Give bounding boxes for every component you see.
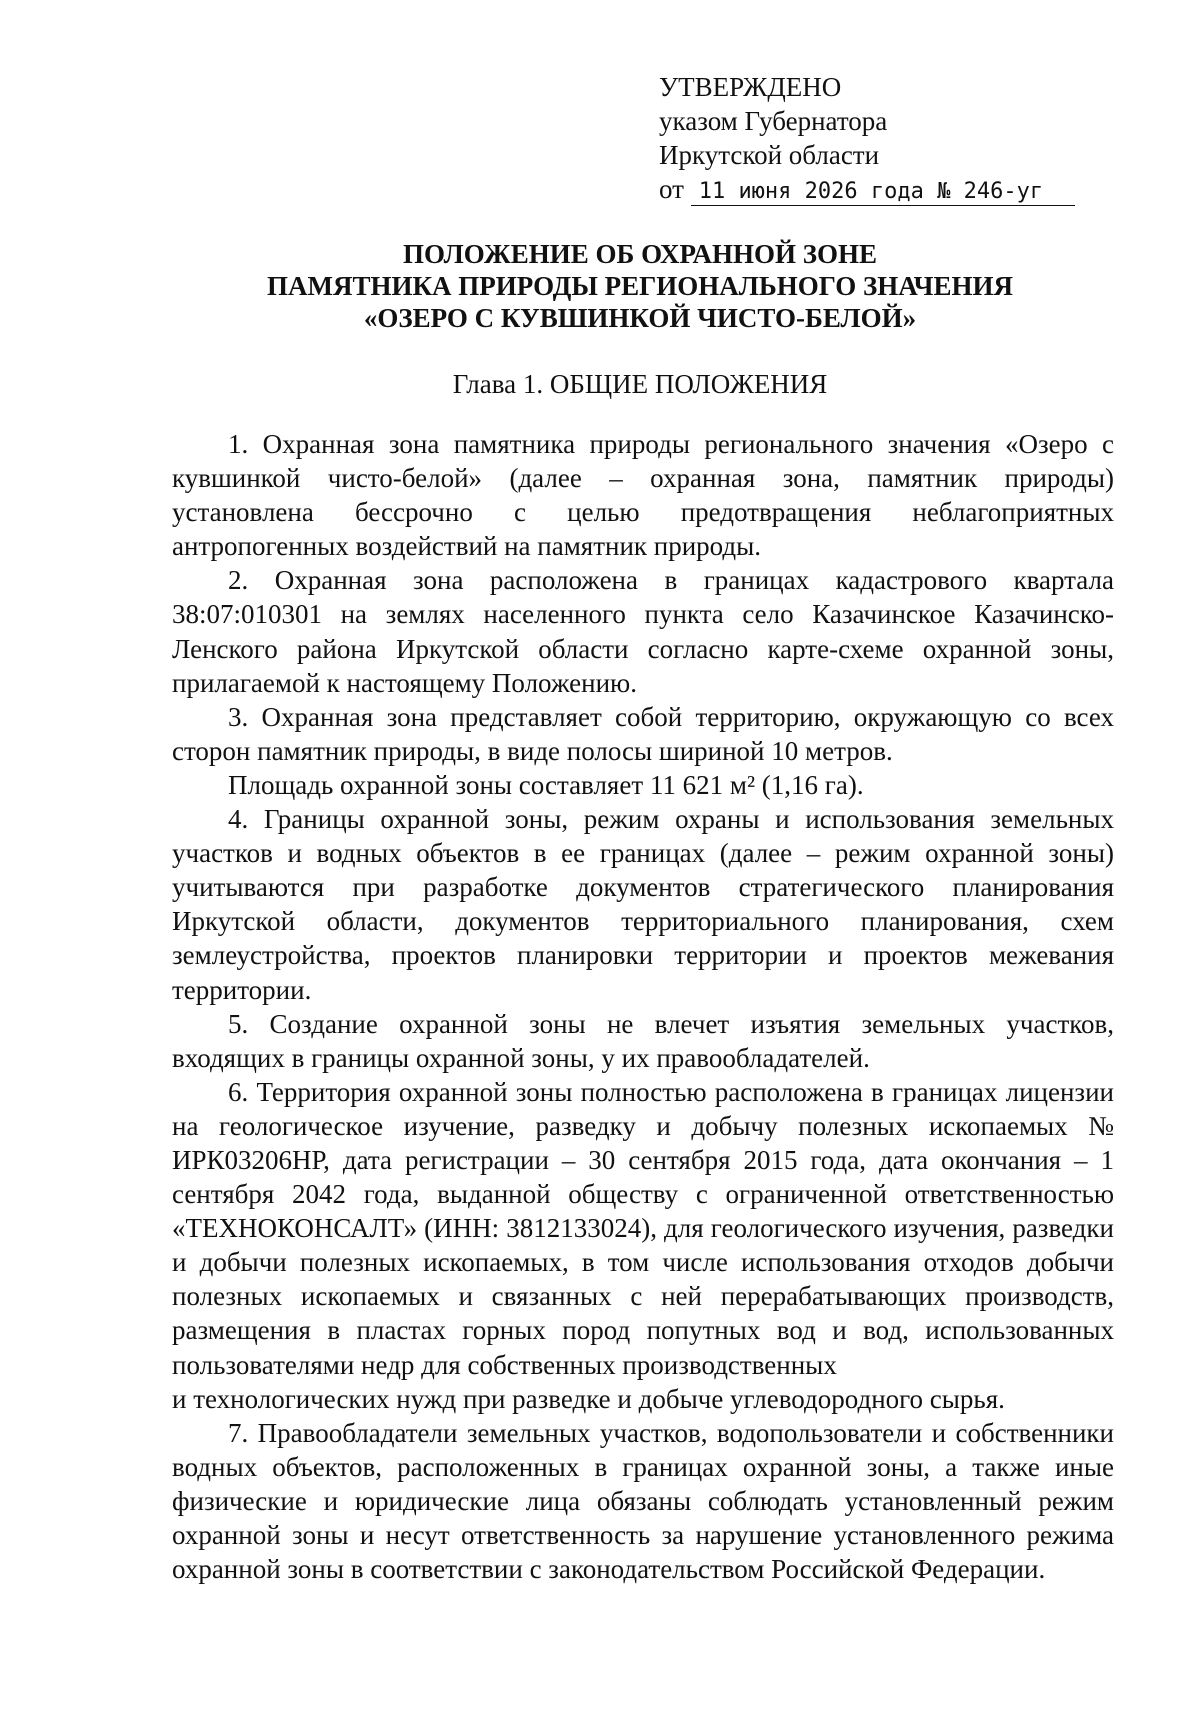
approval-date-number: 11 июня 2026 года № 246-уг <box>691 179 1075 206</box>
paragraph-1: 1. Охранная зона памятника природы регионального значения «Озеро с кувшинкой чисто-белой» (далее – охранная зона, памятник природы) установлена бессрочно с целью предотвращения неблагоприятных антропогенных воздействий на памятник природы. <box>172 429 1114 562</box>
paragraph-5: 5. Создание охранной зоны не влечет изъятия земельных участков, входящих в границы охранной зоны, у их правообладателей. <box>172 1008 1114 1073</box>
document-title <box>170 238 1110 334</box>
paragraph-7: 7. Правообладатели земельных участков, водопользователи и собственники водных объектов, расположенных в границах охранной зоны, а также иные физические и юридические лица обязаны соблюдать установленный режим охранной зоны и несут ответственность за нарушение установленного режима охранной зоны в соответствии с законодательством Российской Федерации. <box>172 1417 1114 1585</box>
title-line-1: ПОЛОЖЕНИЕ ОБ ОХРАННОЙ ЗОНЕ <box>402 239 878 269</box>
document-body <box>172 427 1114 1586</box>
title-line-3: «ОЗЕРО С КУВШИНКОЙ ЧИСТО-БЕЛОЙ» <box>363 303 917 333</box>
approval-region: Иркутской области <box>659 140 880 170</box>
approval-authority: указом Губернатора <box>659 106 888 136</box>
paragraph-3-area: Площадь охранной зоны составляет 11 621 м² (1,16 га). <box>228 769 864 800</box>
paragraph-4: 4. Границы охранной зоны, режим охраны и использования земельных участков и водных объектов в ее границах (далее – режим охранной зоны) учитываются при разработке документов стратегического планирования Иркутской области, документов территориального планирования, схем землеустройства, проектов планировки территории и проектов межевания территории. <box>172 804 1114 1005</box>
approval-date-line <box>659 172 1119 206</box>
paragraph-3: 3. Охранная зона представляет собой территорию, окружающую со всех сторон памятник природы, в виде полосы шириной 10 метров. <box>172 701 1114 766</box>
approval-heading: УТВЕРЖДЕНО <box>659 72 842 102</box>
chapter-heading: Глава 1. ОБЩИЕ ПОЛОЖЕНИЯ <box>452 369 828 399</box>
paragraph-2: 2. Охранная зона расположена в границах кадастрового квартала 38:07:010301 на землях населенного пункта село Казачинское Казачинско-Ленского района Иркутской области согласно карте-схеме охранной зоны, прилагаемой к настоящему Положению. <box>172 565 1114 698</box>
approval-from-label: от <box>659 174 684 204</box>
title-line-2: ПАМЯТНИКА ПРИРОДЫ РЕГИОНАЛЬНОГО ЗНАЧЕНИЯ <box>266 271 1014 301</box>
approval-stamp <box>659 70 1119 206</box>
paragraph-6-continuation: и технологических нужд при разведке и добыче углеводородного сырья. <box>172 1383 1005 1414</box>
paragraph-6: 6. Территория охранной зоны полностью расположена в границах лицензии на геологическое изучение, разведку и добычу полезных ископаемых № ИРК03206НР, дата регистрации – 30 сентября 2015 года, дата окончания – 1 сентября 2042 года, выданной обществу с ограниченной ответственностью «ТЕХНОКОНСАЛТ» (ИНН: 3812133024), для геологического изучения, разведки и добычи полезных ископаемых, в том числе использования отходов добычи полезных ископаемых и связанных с ней перерабатывающих производств, размещения в пластах горных пород попутных вод и вод, использованных пользователями недр для собственных производственных <box>172 1076 1114 1380</box>
